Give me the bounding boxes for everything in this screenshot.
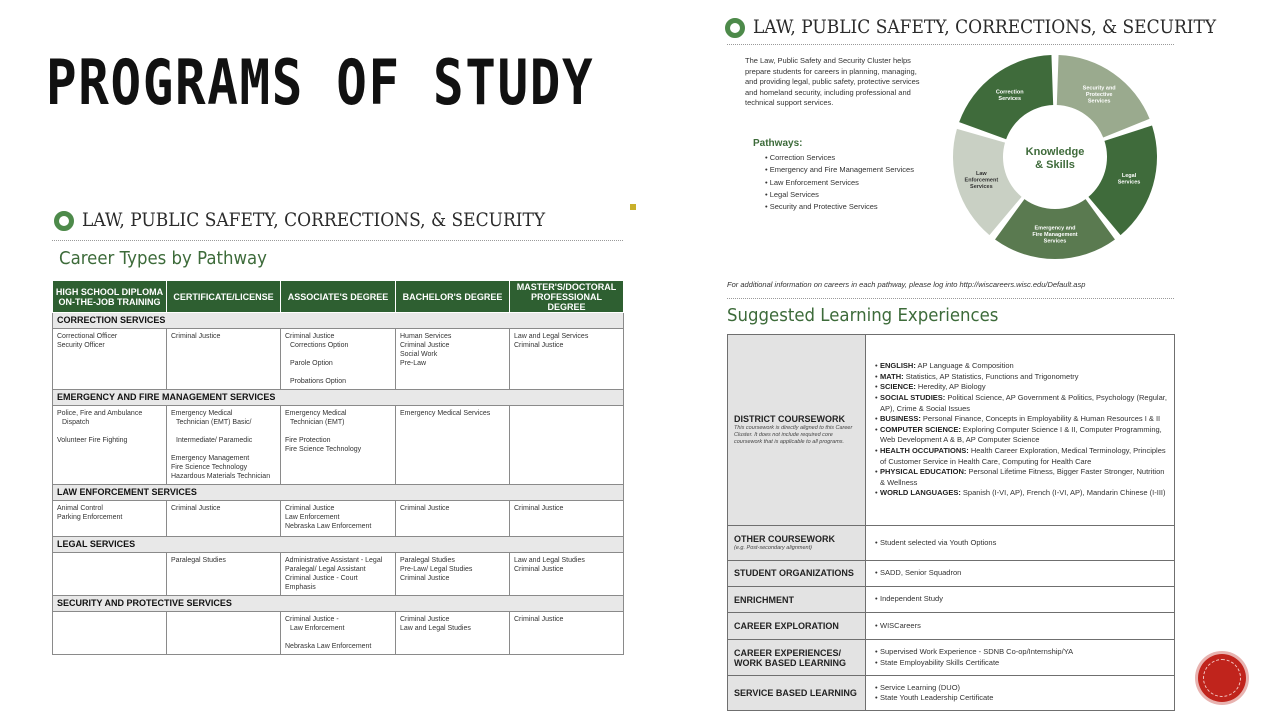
learning-item: • WISCareers xyxy=(880,621,1168,632)
table-cell xyxy=(167,612,281,655)
learning-row xyxy=(728,560,1175,586)
pathway-item: • Emergency and Fire Management Services xyxy=(765,164,914,176)
course-list: Personal Lifetime Fitness, Bigger Faster Stronger, Nutrition & Wellness xyxy=(880,467,1165,487)
table-row xyxy=(53,406,624,485)
learning-label-text: OTHER COURSEWORK xyxy=(734,533,835,544)
cell-line: Pre-Law/ Legal Studies xyxy=(400,566,473,573)
course-subject: MATH: xyxy=(880,371,904,381)
section-title: CORRECTION SERVICES xyxy=(53,313,624,329)
section-title: EMERGENCY AND FIRE MANAGEMENT SERVICES xyxy=(53,390,624,406)
right-divider xyxy=(727,44,1174,45)
table-cell xyxy=(167,501,281,537)
learning-label-text: CAREER EXPLORATION xyxy=(734,621,839,632)
learning-label xyxy=(728,335,866,526)
learning-item: • Supervised Work Experience - SDNB Co-op/Internship/YA xyxy=(880,647,1168,658)
cell-line: Emphasis xyxy=(285,584,316,591)
cell-line: Nebraska Law Enforcement xyxy=(285,523,372,530)
table-cell xyxy=(396,553,510,596)
learning-row xyxy=(728,526,1175,561)
wheel-label-line: Law xyxy=(976,171,987,178)
district-course-item xyxy=(880,382,1168,393)
section-title: LEGAL SERVICES xyxy=(53,537,624,553)
course-list: Statistics, AP Statistics, Functions and Trigonometry xyxy=(903,371,1079,381)
career-types-table xyxy=(52,280,624,655)
course-subject: SOCIAL STUDIES: xyxy=(880,392,946,402)
learning-label xyxy=(728,587,866,613)
table-cell xyxy=(396,329,510,390)
wheel-label-line: Fire Management xyxy=(1032,232,1078,238)
learning-item: • Independent Study xyxy=(880,594,1168,605)
cell-line: Social Work xyxy=(400,351,438,358)
learning-item-list xyxy=(880,594,1168,605)
cell-line: Parking Enforcement xyxy=(57,514,123,521)
table-cell xyxy=(281,553,396,596)
learning-row xyxy=(728,639,1175,676)
slide-title: PROGRAMS OF STUDY xyxy=(46,46,595,119)
wheel-segment-label xyxy=(996,89,1024,102)
cell-line: Hazardous Materials Technician xyxy=(171,473,271,480)
table-cell xyxy=(53,612,167,655)
cell-line: Corrections Option xyxy=(290,342,349,349)
wheel-label-line: Protective xyxy=(1085,91,1113,98)
table-cell xyxy=(53,406,167,485)
learning-values xyxy=(866,587,1175,613)
learning-label-text: ENRICHMENT xyxy=(734,594,794,605)
cell-line: Parole Option xyxy=(290,360,333,367)
district-course-item xyxy=(880,361,1168,372)
course-list: Health Career Exploration, Medical Terminology, Principles of Customer Service in Health Care, Computing for Health Care xyxy=(880,445,1166,466)
section-title: SECURITY AND PROTECTIVE SERVICES xyxy=(53,596,624,612)
learning-item-list xyxy=(880,538,1168,549)
wheel-label-line: Services xyxy=(970,184,993,191)
table-cell xyxy=(281,329,396,390)
table-cell xyxy=(281,501,396,537)
cell-line: Technician (EMT) xyxy=(290,419,345,426)
district-course-item xyxy=(880,414,1168,425)
bullet-marker xyxy=(630,204,636,210)
learning-row xyxy=(728,587,1175,613)
table-cell xyxy=(510,612,624,655)
learning-heading: Suggested Learning Experiences xyxy=(727,305,999,326)
table-cell xyxy=(510,329,624,390)
course-subject: PHYSICAL EDUCATION: xyxy=(880,467,967,477)
button-ring xyxy=(1203,659,1241,697)
district-course-item xyxy=(880,393,1168,414)
cell-line: Criminal Justice xyxy=(285,333,335,340)
cell-line: Fire Protection xyxy=(285,437,331,444)
course-subject: COMPUTER SCIENCE: xyxy=(880,424,961,434)
cell-line: Criminal Justice xyxy=(400,342,450,349)
learning-label xyxy=(728,526,866,561)
cell-line: Paralegal Studies xyxy=(171,557,226,564)
learning-item: • Student selected via Youth Options xyxy=(880,538,1168,549)
section-row xyxy=(53,537,624,553)
cell-line: Law Enforcement xyxy=(285,514,340,521)
learning-label-note: This coursework is directly aligned to this Career Cluster. It does not include required core coursework that is applicable to all programs. xyxy=(734,425,853,446)
learning-item-list xyxy=(880,568,1168,579)
cell-line: Criminal Justice xyxy=(400,616,450,623)
cell-line: Paralegal Studies xyxy=(400,557,455,564)
wheel-label-line: Services xyxy=(1117,179,1141,186)
table-cell xyxy=(53,501,167,537)
pathways-title: Pathways: xyxy=(753,138,803,149)
cell-line: Criminal Justice xyxy=(400,575,450,582)
learning-label xyxy=(728,639,866,676)
section-row xyxy=(53,485,624,501)
course-list: AP Language & Composition xyxy=(915,361,1014,371)
learning-values xyxy=(866,676,1175,711)
wheel-center-label: & Skills xyxy=(1035,159,1075,171)
table-row xyxy=(53,612,624,655)
table-cell xyxy=(167,553,281,596)
wheel-label-line: Security and xyxy=(1082,85,1116,92)
cell-line: Law and Legal Studies xyxy=(514,557,585,564)
cell-line: Law and Legal Services xyxy=(514,333,589,340)
learning-label-text: DISTRICT COURSEWORK xyxy=(734,414,845,425)
course-subject: SCIENCE: xyxy=(880,382,916,392)
district-course-list xyxy=(880,361,1168,499)
table-cell xyxy=(396,612,510,655)
learning-values xyxy=(866,335,1175,526)
wheel-label-line: Legal xyxy=(1121,172,1137,179)
learning-values xyxy=(866,526,1175,561)
course-subject: HEALTH OCCUPATIONS: xyxy=(880,445,969,455)
cell-line: Emergency Medical xyxy=(171,410,233,417)
pathway-item: • Correction Services xyxy=(765,152,914,164)
course-subject: ENGLISH: xyxy=(880,361,916,371)
wheel-label-line: Enforcement xyxy=(964,177,999,184)
cell-line: Human Services xyxy=(400,333,452,340)
district-course-item xyxy=(880,467,1168,488)
ring-icon xyxy=(54,211,74,231)
left-divider xyxy=(52,240,623,241)
learning-label xyxy=(728,560,866,586)
learning-label xyxy=(728,613,866,639)
learning-table xyxy=(727,334,1175,711)
cell-line: Criminal Justice xyxy=(400,505,450,512)
learning-row xyxy=(728,613,1175,639)
table-cell xyxy=(510,406,624,485)
cell-line: Fire Science Technology xyxy=(285,446,362,453)
table-cell xyxy=(167,406,281,485)
column-header: ASSOCIATE'S DEGREE xyxy=(281,281,396,313)
table-cell xyxy=(396,501,510,537)
wheel-label-line: Emergency and xyxy=(1034,225,1076,232)
learning-label-text: STUDENT ORGANIZATIONS xyxy=(734,568,854,579)
table-cell xyxy=(53,553,167,596)
cell-line: Criminal Justice xyxy=(514,616,564,623)
wheel-label-line: Services xyxy=(998,95,1022,102)
course-list: Political Science, AP Government & Politics, Psychology (Regular, AP), Crime & Social Issues xyxy=(880,392,1167,413)
table-cell xyxy=(510,553,624,596)
cell-line: Emergency Medical xyxy=(285,410,347,417)
learning-row xyxy=(728,335,1175,526)
cluster-intro: The Law, Public Safety and Security Cluster helps prepare students for careers in planning, managing, and providing legal, public safety, protective services and homeland security, including professional and technical support services. xyxy=(745,56,920,107)
cell-line: Nebraska Law Enforcement xyxy=(285,643,372,650)
left-cluster-title: LAW, PUBLIC SAFETY, CORRECTIONS, & SECURITY xyxy=(82,210,546,231)
pathway-item: • Legal Services xyxy=(765,189,914,201)
pathway-item: • Law Enforcement Services xyxy=(765,177,914,189)
learning-label-note: (e.g. Post-secondary alignment) xyxy=(734,544,812,551)
column-header: CERTIFICATE/LICENSE xyxy=(167,281,281,313)
cell-line: Criminal Justice xyxy=(514,342,564,349)
table-row xyxy=(53,553,624,596)
table-cell xyxy=(53,329,167,390)
course-list: Heredity, AP Biology xyxy=(915,382,986,392)
cell-line: Probations Option xyxy=(290,378,347,385)
wiscareers-note: For additional information on careers in each pathway, please log into http://wiscareers.wisc.edu/Default.asp xyxy=(727,280,1086,289)
learning-item: • SADD, Senior Squadron xyxy=(880,568,1168,579)
cell-line: Criminal Justice xyxy=(514,566,564,573)
note-divider xyxy=(727,298,1174,299)
learning-values xyxy=(866,613,1175,639)
cell-line: Law Enforcement xyxy=(290,625,345,632)
cell-line: Criminal Justice xyxy=(171,505,221,512)
career-types-heading: Career Types by Pathway xyxy=(59,248,267,269)
cell-line: Animal Control xyxy=(57,505,103,512)
column-header: MASTER'S/DOCTORAL PROFESSIONAL DEGREE xyxy=(510,281,624,313)
learning-row xyxy=(728,676,1175,711)
section-row xyxy=(53,596,624,612)
district-course-item xyxy=(880,425,1168,446)
learning-label-text: SERVICE BASED LEARNING xyxy=(734,688,857,699)
table-cell xyxy=(281,612,396,655)
cell-line: Criminal Justice xyxy=(514,505,564,512)
learning-item-list xyxy=(880,683,1168,704)
course-subject: WORLD LANGUAGES: xyxy=(880,488,961,498)
district-course-item xyxy=(880,372,1168,383)
column-header: HIGH SCHOOL DIPLOMA ON-THE-JOB TRAINING xyxy=(53,281,167,313)
pathway-wheel xyxy=(950,52,1160,262)
table-cell xyxy=(396,406,510,485)
table-cell xyxy=(510,501,624,537)
cell-line: Criminal Justice - xyxy=(285,616,339,623)
wheel-center-label: Knowledge xyxy=(1025,146,1085,158)
pathways-list xyxy=(765,152,914,213)
learning-values xyxy=(866,639,1175,676)
learning-item: • State Youth Leadership Certificate xyxy=(880,693,1168,704)
wheel-label-line: Correction xyxy=(995,89,1024,96)
section-row xyxy=(53,313,624,329)
learning-item: • State Employability Skills Certificate xyxy=(880,658,1168,669)
section-title: LAW ENFORCEMENT SERVICES xyxy=(53,485,624,501)
left-cluster-header xyxy=(54,210,585,231)
learning-values xyxy=(866,560,1175,586)
cell-line: Criminal Justice - Court xyxy=(285,575,358,582)
district-course-item xyxy=(880,488,1168,499)
column-header: BACHELOR'S DEGREE xyxy=(396,281,510,313)
cell-line: Paralegal/ Legal Assistant xyxy=(285,566,366,573)
course-list: Personal Finance, Concepts in Employability & Human Resources I & II xyxy=(920,414,1161,424)
section-row xyxy=(53,390,624,406)
cell-line: Emergency Medical Services xyxy=(400,410,491,417)
cell-line: Volunteer Fire Fighting xyxy=(57,437,128,444)
cell-line: Pre-Law xyxy=(400,360,427,367)
wheel-label-line: Services xyxy=(1043,238,1067,245)
right-cluster-title: LAW, PUBLIC SAFETY, CORRECTIONS, & SECURITY xyxy=(753,17,1217,38)
cell-line: Fire Science Technology xyxy=(171,464,248,471)
pathway-item: • Security and Protective Services xyxy=(765,201,914,213)
cell-line: Correctional Officer xyxy=(57,333,118,340)
learning-label-text: CAREER EXPERIENCES/ WORK BASED LEARNING xyxy=(734,647,846,668)
cell-line: Criminal Justice xyxy=(285,505,335,512)
cell-line: Law and Legal Studies xyxy=(400,625,471,632)
ring-icon xyxy=(725,18,745,38)
cell-line: Security Officer xyxy=(57,342,105,349)
table-cell xyxy=(281,406,396,485)
cell-line: Intermediate/ Paramedic xyxy=(176,437,253,444)
learning-item: • Service Learning (DUO) xyxy=(880,683,1168,694)
district-course-item xyxy=(880,446,1168,467)
right-cluster-header xyxy=(725,17,1256,38)
learning-item-list xyxy=(880,621,1168,632)
next-slide-button[interactable] xyxy=(1198,654,1246,702)
table-cell xyxy=(167,329,281,390)
course-list: Exploring Computer Science I & II, Computer Programming, Web Development A & B, AP Computer Science xyxy=(880,424,1162,445)
cell-line: Technician (EMT) Basic/ xyxy=(176,419,252,426)
learning-label xyxy=(728,676,866,711)
cell-line: Administrative Assistant - Legal xyxy=(285,557,383,564)
learning-item-list xyxy=(880,647,1168,668)
cell-line: Emergency Management xyxy=(171,455,250,462)
course-subject: BUSINESS: xyxy=(880,414,921,424)
cell-line: Police, Fire and Ambulance xyxy=(57,410,143,417)
course-list: Spanish (I-VI, AP), French (I-VI, AP), Mandarin Chinese (I-III) xyxy=(960,488,1166,498)
wheel-label-line: Services xyxy=(1087,98,1111,105)
cell-line: Dispatch xyxy=(62,419,90,426)
table-row xyxy=(53,501,624,537)
cell-line: Criminal Justice xyxy=(171,333,221,340)
table-row xyxy=(53,329,624,390)
